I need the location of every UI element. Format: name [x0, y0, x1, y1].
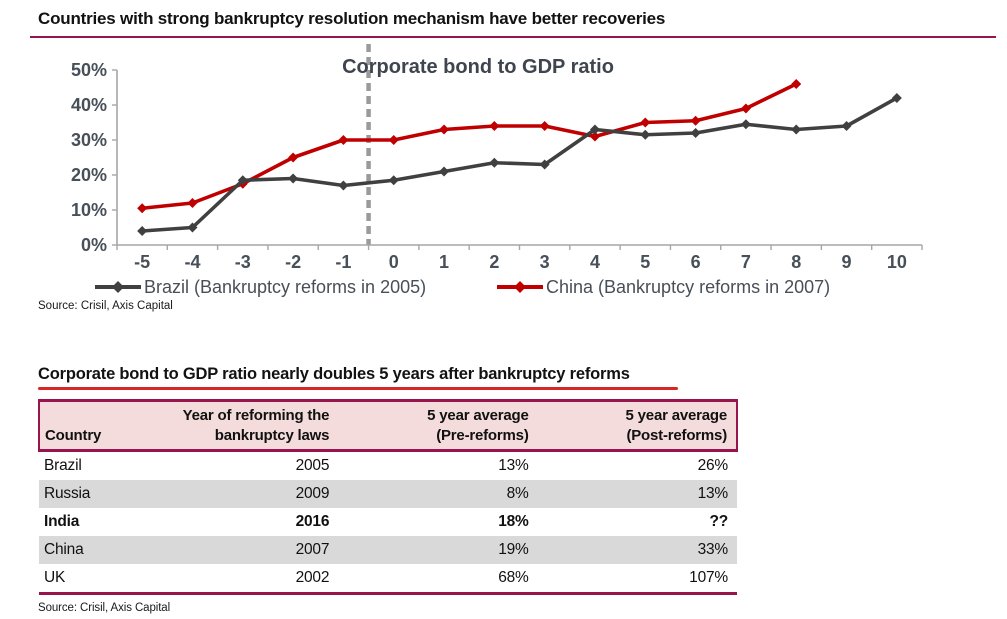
series-marker-diamond: [137, 203, 147, 213]
series-brazil: [137, 93, 902, 236]
x-tick-label: 3: [539, 252, 550, 272]
col-header-line: (Post-reforms): [626, 426, 727, 444]
cell-country: India: [44, 513, 80, 530]
x-tick-label: 4: [589, 252, 600, 272]
table-source: Source: Crisil, Axis Capital: [38, 602, 171, 614]
series-marker-diamond: [791, 125, 801, 135]
series-marker-diamond: [741, 119, 751, 129]
x-tick-label: -1: [335, 252, 352, 272]
bond-gdp-chart-svg: [0, 42, 1007, 316]
bond-gdp-chart: [0, 42, 1007, 321]
col-header-line: (Pre-reforms): [436, 426, 529, 444]
cell-country: China: [44, 541, 84, 558]
col-header-country: [39, 401, 142, 451]
cell-year: 2002: [295, 569, 330, 586]
x-tick-label: -3: [234, 252, 251, 272]
series-marker-diamond: [439, 125, 449, 135]
table-row-russia: [39, 480, 737, 508]
x-tick-label: 7: [740, 252, 751, 272]
cell-country: Brazil: [44, 457, 82, 474]
cell-year: 2016: [295, 513, 330, 530]
x-tick-label: 10: [886, 252, 907, 272]
cell-country: UK: [44, 569, 66, 586]
series-marker-diamond: [489, 121, 499, 131]
legend-item: [497, 277, 830, 297]
cell-pre: 8%: [506, 485, 529, 502]
cell-year: 2005: [295, 457, 330, 474]
y-tick-label: 20%: [70, 165, 107, 185]
col-header-line: Country: [45, 426, 102, 444]
legend-label: China (Bankruptcy reforms in 2007): [546, 277, 831, 297]
series-marker-diamond: [640, 130, 650, 140]
series-marker-diamond: [288, 174, 298, 184]
x-tick-label: 2: [489, 252, 500, 272]
table-title: Corporate bond to GDP ratio nearly doubles 5 years after bankruptcy reforms: [38, 365, 630, 383]
series-marker-diamond: [389, 175, 399, 185]
col-header-line: bankruptcy laws: [214, 426, 330, 444]
x-tick-label: 5: [640, 252, 651, 272]
series-line: [142, 84, 796, 208]
chart-source: Source: Crisil, Axis Capital: [38, 300, 173, 312]
x-tick-label: 8: [791, 252, 802, 272]
col-header-pre-reforms: [338, 401, 537, 451]
reforms-table-section: [38, 365, 1007, 614]
series-marker-diamond: [137, 226, 147, 236]
cell-post: 26%: [697, 457, 728, 474]
series-china: [137, 79, 801, 213]
y-tick-label: 40%: [70, 95, 107, 115]
cell-country: Russia: [44, 485, 91, 502]
legend-marker-diamond: [112, 281, 124, 293]
cell-year: 2009: [295, 485, 330, 502]
y-tick-label: 50%: [70, 60, 107, 80]
table-row-india: [39, 508, 737, 536]
cell-pre: 68%: [498, 569, 529, 586]
page-title-divider: [30, 36, 996, 38]
x-tick-label: 0: [388, 252, 399, 272]
series-marker-diamond: [389, 135, 399, 145]
cell-pre: 18%: [498, 513, 529, 530]
series-marker-diamond: [691, 128, 701, 138]
y-tick-label: 30%: [70, 130, 107, 150]
legend-item: [95, 277, 426, 297]
chart-title: Corporate bond to GDP ratio: [342, 56, 614, 78]
cell-pre: 13%: [498, 457, 529, 474]
series-marker-diamond: [640, 118, 650, 128]
series-marker-diamond: [691, 116, 701, 126]
y-tick-label: 10%: [70, 200, 107, 220]
series-marker-diamond: [439, 167, 449, 177]
x-tick-label: 1: [439, 252, 450, 272]
x-tick-label: 9: [841, 252, 852, 272]
col-header-year: [142, 401, 338, 451]
x-tick-label: -4: [184, 252, 201, 272]
cell-post: 13%: [697, 485, 728, 502]
series-marker-diamond: [187, 198, 197, 208]
col-header-line: 5 year average: [427, 407, 529, 424]
col-header-line: 5 year average: [625, 407, 727, 424]
col-header-post-reforms: [538, 401, 737, 451]
series-marker-diamond: [338, 181, 348, 191]
cell-year: 2007: [295, 541, 330, 558]
cell-post: 107%: [689, 569, 728, 586]
page-title: Countries with strong bankruptcy resolution mechanism have better recoveries: [38, 9, 666, 28]
legend-marker-diamond: [514, 281, 526, 293]
col-header-line: Year of reforming the: [182, 407, 330, 424]
x-tick-label: -2: [285, 252, 302, 272]
series-marker-diamond: [338, 135, 348, 145]
x-tick-label: -5: [134, 252, 151, 272]
cell-post: 33%: [697, 541, 728, 558]
table-row-brazil: [39, 451, 737, 481]
table-title-underline: [38, 387, 678, 390]
cell-post: ??: [709, 513, 728, 530]
reforms-table: [38, 399, 738, 595]
legend-label: Brazil (Bankruptcy reforms in 2005): [144, 277, 427, 297]
y-tick-label: 0%: [80, 235, 107, 255]
x-axis: [117, 245, 922, 272]
table-row-uk: [39, 564, 737, 594]
x-tick-label: 6: [690, 252, 701, 272]
cell-pre: 19%: [498, 541, 529, 558]
y-axis: [71, 60, 117, 255]
series-line: [142, 98, 897, 231]
series-marker-diamond: [489, 158, 499, 168]
table-row-china: [39, 536, 737, 564]
series-marker-diamond: [540, 121, 550, 131]
table-header-row: [39, 401, 737, 451]
